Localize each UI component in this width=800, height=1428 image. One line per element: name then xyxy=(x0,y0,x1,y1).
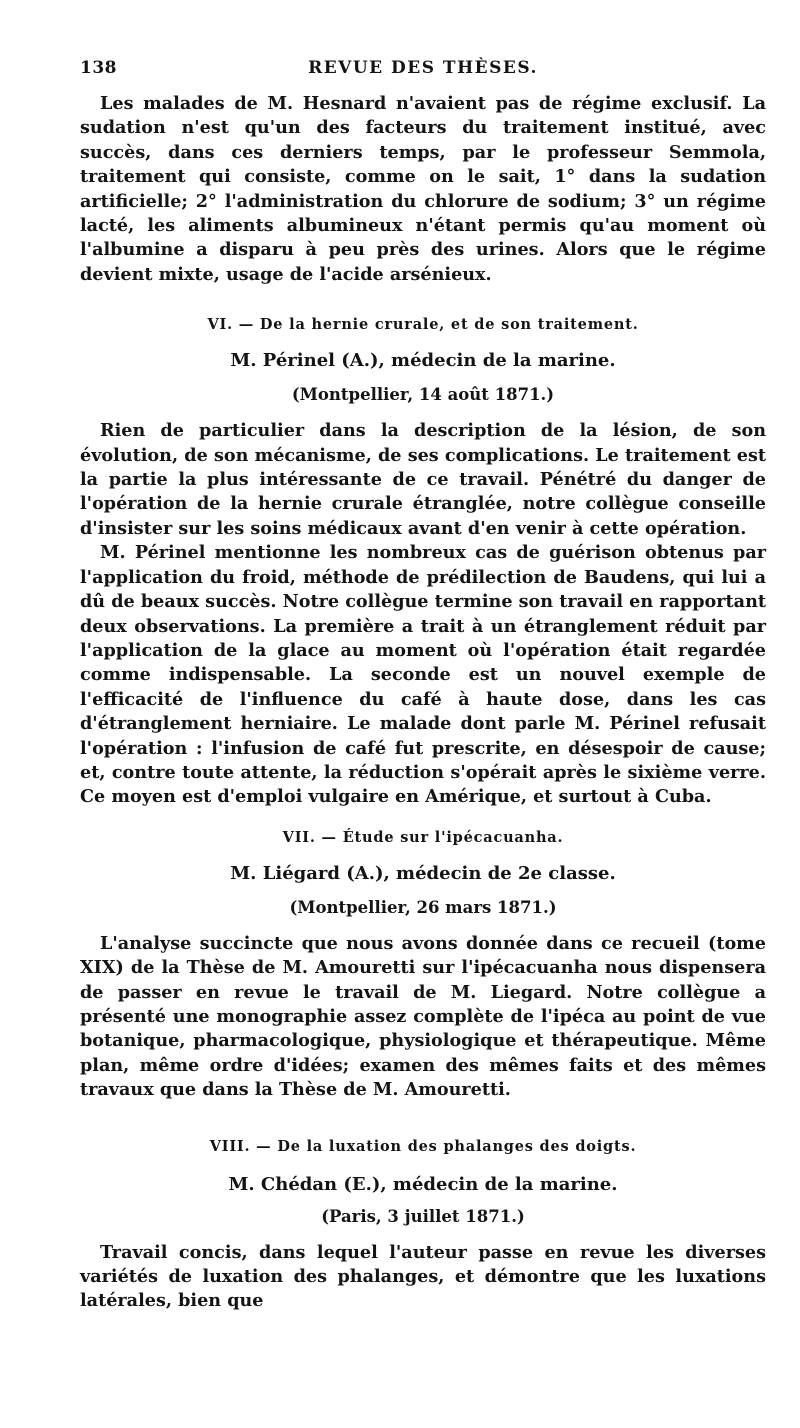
paragraph-vii-1: L'analyse succincte que nous avons donnée dans ce recueil (tome XIX) de la Thèse de M. Amouretti sur l'ipécacuanha nous dispensera de passer en revue le travail de M. Liegard. Notre collègue a présenté une monographie assez complète de l'ipéca au point de vue botanique, pharmacologique, physiologique et thérapeutique. Même plan, même ordre d'idées; examen des mêmes faits et des mêmes travaux que dans la Thèse de M. Amouretti. xyxy=(80,932,766,1101)
paragraph-vi-2: M. Périnel mentionne les nombreux cas de guérison obtenus par l'application du froid, méthode de prédilection de Baudens, qui lui a dû de beaux succès. Notre collègue termine son travail en rapportant deux observations. La première a trait à un étranglement réduit par l'application de la glace au moment où l'opération était regardée comme indispensable. La seconde est un nouvel exemple de l'efficacité de l'influence du café à haute dose, dans les cas d'étranglement herniaire. Le malade dont parle M. Périnel refusait l'opération : l'infusion de café fut prescrite, en désespoir de cause; et, contre toute attente, la réduction s'opérait après le sixième verre. Ce moyen est d'emploi vulgaire en Amérique, et surtout à Cuba. xyxy=(80,542,766,808)
journal-title: REVUE DES THÈSES. xyxy=(308,58,538,78)
author-line-vi: M. Périnel (A.), médecin de la marine. xyxy=(230,350,616,372)
page-number: 138 xyxy=(80,58,117,78)
section-heading-vi: VI. — De la hernie crurale, et de son traitement. xyxy=(207,316,639,334)
section-heading-viii: VIII. — De la luxation des phalanges des doigts. xyxy=(209,1137,637,1155)
document-page xyxy=(80,58,766,1314)
place-date-vii: (Montpellier, 26 mars 1871.) xyxy=(289,897,557,917)
place-date-vi: (Montpellier, 14 août 1871.) xyxy=(291,385,555,405)
place-date-viii: (Paris, 3 juillet 1871.) xyxy=(321,1206,525,1226)
author-line-viii: M. Chédan (E.), médecin de la marine. xyxy=(228,1173,618,1195)
intro-paragraph: Les malades de M. Hesnard n'avaient pas de régime exclusif. La sudation n'est qu'un des facteurs du traitement institué, avec succès, dans ces derniers temps, par le professeur Semmola, traitement qui consiste, comme on le sait, 1° dans la sudation artificielle; 2° l'administration du chlorure de sodium; 3° un régime lacté, les aliments albumineux n'étant permis qu'au moment où l'albumine a disparu à peu près des urines. Alors que le régime devient mixte, usage de l'acide arsénieux. xyxy=(80,93,766,285)
paragraph-vi-1: Rien de particulier dans la description de la lésion, de son évolution, de son mécanisme, de ses complications. Le traitement est la partie la plus intéressante de ce travail. Pénétré du danger de l'opération de la hernie crurale étranglée, notre collègue conseille d'insister sur les soins médicaux avant d'en venir à cette opération. xyxy=(80,420,766,539)
running-header xyxy=(80,58,766,86)
paragraph-viii-1: Travail concis, dans lequel l'auteur passe en revue les diverses variétés de luxation des phalanges, et démontre que les luxations latérales, bien que xyxy=(80,1241,766,1312)
author-line-vii: M. Liégard (A.), médecin de 2e classe. xyxy=(230,862,616,884)
section-heading-vii: VII. — Étude sur l'ipécacuanha. xyxy=(282,828,564,846)
